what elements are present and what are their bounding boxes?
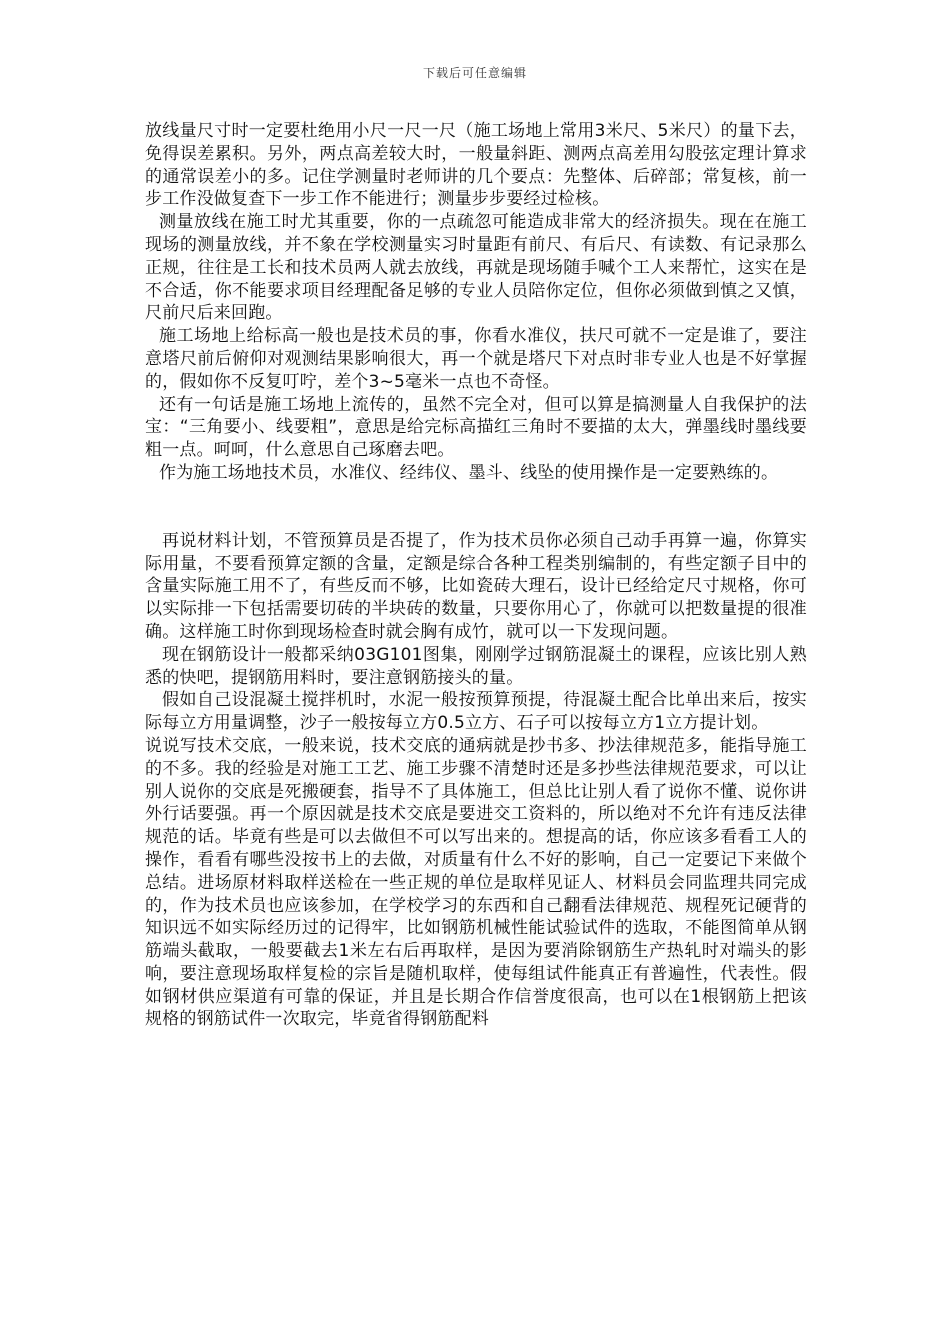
paragraph-material-plan: 再说材料计划，不管预算员是否提了，作为技术员你必须自己动手再算一遍，你算实际用量，不要看预算定额的含量，定额是综合各种工程类别编制的，有些定额子目中的含量实际施工用不了，有些反而不够，比如瓷砖大理石，设计已经给定尺寸规格，你可以实际排一下包括需要切砖的半块砖的数量，只要你用心了，你就可以把数量提的很准确。这样施工时你到现场检查时就会胸有成竹，就可以一下发现问题。	[145, 530, 807, 642]
paragraph-gap	[145, 485, 807, 530]
paragraph-technical-disclosure: 说说写技术交底，一般来说，技术交底的通病就是抄书多、抄法律规范多，能指导施工的不多。我的经验是对施工工艺、施工步骤不清楚时还是多抄些法律规范要求，可以让别人说你的交底是死搬硬套，指导不了具体施工，但总比让别人看了说你不懂、说你讲外行话要强。再一个原因就是技术交底是要进交工资料的，所以绝对不允许有违反法律规范的话。毕竟有些是可以去做但不可以写出来的。想提高的话，你应该多看看工人的操作，看看有哪些没按书上的去做，对质量有什么不好的影响，自己一定要记下来做个总结。进场原材料取样送检在一些正规的单位是取样见证人、材料员会同监理共同完成的，作为技术员也应该参加，在学校学习的东西和自己翻看法律规范、规程死记硬背的知识远不如实际经历过的记得牢，比如钢筋机械性能试验试件的选取，不能图简单从钢筋端头截取，一般要截去1米左右后再取样，是因为要消除钢筋生产热轧时对端头的影响，要注意现场取样复检的宗旨是随机取样，使每组试件能真正有普遍性，代表性。假如钢材供应渠道有可靠的保证，并且是长期合作信誉度很高，也可以在1根钢筋上把该规格的钢筋试件一次取完，毕竟省得钢筋配料	[145, 735, 807, 1030]
paragraph-concrete-mixer: 假如自己设混凝土搅拌机时，水泥一般按预算预提，待混凝土配合比单出来后，按实际每立方用量调整，沙子一般按每立方0.5立方、石子可以按每立方1立方提计划。	[145, 690, 807, 734]
paragraph-surveying-motto: 还有一句话是施工场地上流传的，虽然不完全对，但可以算是搞测量人自我保护的法宝：“三角要小、线要粗”，意思是给完标高描红三角时不要描的太大，弹墨线时墨线要粗一点。呵呵，什么意思自己琢磨去吧。	[145, 394, 807, 461]
document-body	[145, 120, 807, 1031]
paragraph-measuring-tape: 放线量尺寸时一定要杜绝用小尺一尺一尺（施工场地上常用3米尺、5米尺）的量下去，免得误差累积。另外，两点高差较大时，一般量斜距、测两点高差用勾股弦定理计算求的通常误差小的多。记住学测量时老师讲的几个要点：先整体、后碎部；常复核，前一步工作没做复查下一步工作不能进行；测量步步要经过检核。	[145, 121, 807, 210]
paragraph-surveying-importance: 测量放线在施工时尤其重要，你的一点疏忽可能造成非常大的经济损失。现在在施工现场的测量放线，并不象在学校测量实习时量距有前尺、有后尺、有读数、有记录那么正规，往往是工长和技术员两人就去放线，再就是现场随手喊个工人来帮忙，这实在是不合适，你不能要求项目经理配备足够的专业人员陪你定位，但你必须做到慎之又慎，尺前尺后来回跑。	[145, 212, 807, 324]
page-header: 下载后可任意编辑	[422, 66, 527, 80]
paragraph-elevation-marking: 施工场地上给标高一般也是技术员的事，你看水准仪，扶尺可就不一定是谁了，要注意塔尺前后俯仰对观测结果影响很大，再一个就是塔尺下对点时非专业人也是不好掌握的，假如你不反复叮咛，差个3~5毫米一点也不奇怪。	[145, 326, 807, 392]
paragraph-instrument-skills: 作为施工场地技术员，水准仪、经纬仪、墨斗、线坠的使用操作是一定要熟练的。	[159, 462, 779, 483]
paragraph-rebar-design: 现在钢筋设计一般都采纳03G101图集，刚刚学过钢筋混凝土的课程，应该比别人熟悉的快吧，提钢筋用料时，要注意钢筋接头的量。	[145, 644, 807, 688]
